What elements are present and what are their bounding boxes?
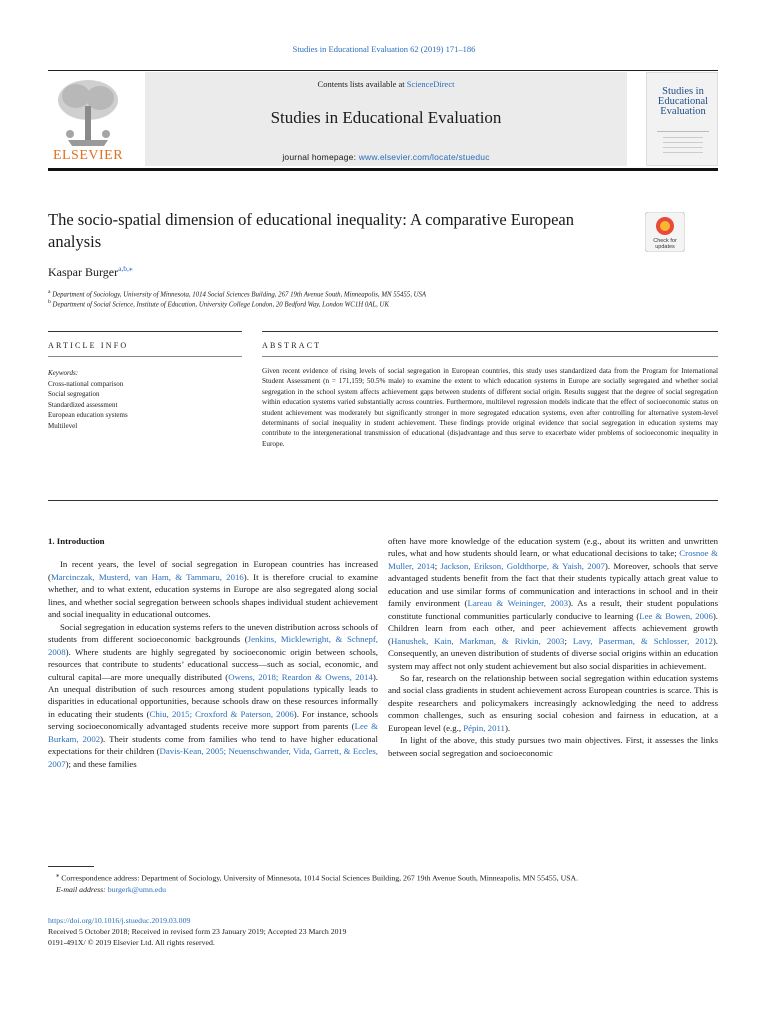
text-run: ). As a result, their student populations constitute functional communities particularly conducive to learning ( (388, 598, 718, 621)
text-run: So far, research on the relationship between social segregation within education systems and social class gradients in student achievement across European countries is scarce. This is despite researchers and policymakers increasingly acknowledging the need to address common challenges, such as ensuring social cohesion and fairness in education, at a European level (e.g., (388, 672, 718, 733)
citation-link[interactable]: Lee & Bowen, 2006 (639, 610, 713, 621)
abstract-heading: ABSTRACT (262, 341, 322, 350)
correspondence-footnote: ⁎ Correspondence address: Department of Sociology, University of Minnesota, 1014 Social Sciences Building, 267 19th Avenue South, Minneapolis, MN 55455, USA. E-mail address: burgerk@umn.edu (56, 872, 579, 894)
cover-decoration (657, 129, 709, 161)
paragraph (388, 535, 718, 672)
text-run: In recent years, the level of social segregation in European countries has increased ( (48, 559, 378, 582)
abstract-sub-rule (262, 356, 718, 357)
citation-link[interactable]: Jackson, Erikson, Goldthorpe, & Yaish, 2007 (440, 560, 605, 571)
footnote-rule (48, 866, 94, 867)
body-right-column (388, 535, 718, 759)
info-sub-rule (48, 356, 242, 357)
text-run: ). Children learn from each other, and peer achievement affects achievement growth ( (388, 610, 718, 646)
abstract-body: Given recent evidence of rising levels of social segregation in European countries, this study uses standardized data from the Program for International Student Assessment (n = 171,159; 50.5% male) to examine the extent to which education systems in Europe are socially segregated and whether social segregation in the school system affects achievement gaps between students of different social origin. Results suggest that the degree of social segregation within education systems varied substantially across countries. Furthermore, multilevel regression models indicate that the effect of socioeconomic status on student achievement was moderately but significantly stronger in more segregated education systems, even after controlling for alternative system-level determinants of social inequality in student achievement. These findings provide original evidence that social segregation in education systems may contribute to the intergenerational transmission of educational (dis)advantage and thus serve to exacerbate wider problems of socioeconomic inequality in Europe. (262, 367, 718, 448)
paragraph (48, 621, 378, 770)
abstract-bottom-rule (48, 500, 718, 501)
text-run: ; (564, 635, 573, 646)
citation-link[interactable]: Marcinczak, Musterd, van Ham, & Tammaru, 2016 (50, 571, 244, 582)
check-for-updates-badge[interactable] (645, 212, 685, 252)
text-run: ); and these families (65, 758, 137, 769)
citation-link[interactable]: Davis-Kean, 2005; Neuenschwander, Vida, Garrett, & Eccles, 2007 (48, 746, 378, 769)
article-history: Received 5 October 2018; Received in revised form 23 January 2019; Accepted 23 March 2019 (48, 927, 347, 936)
abstract-top-rule (262, 331, 718, 332)
email-link[interactable]: burgerk@umn.edu (107, 884, 167, 894)
keyword-item: Social segregation (48, 390, 100, 398)
keyword-item: Standardized assessment (48, 400, 118, 409)
journal-title: Studies in Educational Evaluation (270, 108, 502, 127)
text-run: In light of the above, this study pursues two main objectives. First, it assesses the links between social segregation and socioeconomic (388, 735, 718, 758)
keywords-label: Keywords: (48, 369, 79, 377)
text-run: ). (504, 722, 511, 733)
author-affiliation-marks[interactable]: a,b,⁎ (118, 264, 133, 273)
journal-reference[interactable]: Studies in Educational Evaluation 62 (2019) 171–186 (292, 44, 476, 54)
journal-cover-thumbnail[interactable] (646, 72, 718, 166)
journal-homepage: journal homepage: www.elsevier.com/locate/stueduc (282, 152, 490, 162)
keyword-item: Multilevel (48, 421, 78, 430)
citation-link[interactable]: Owens, 2018; Reardon & Owens, 2014 (228, 671, 373, 682)
body-left-column (48, 535, 378, 770)
article-info-heading: ARTICLE INFO (48, 341, 129, 350)
citation-link[interactable]: Jenkins, Micklewright, & Schnepf, 2008 (48, 634, 378, 657)
affiliation-a: $^a$ Department of Sociology, University of Minnesota, 1014 Social Sciences Building, 267 19th Avenue South, Minneapolis, MN 55455, USA (48, 289, 427, 299)
homepage-link[interactable]: www.elsevier.com/locate/stueduc (358, 152, 490, 162)
text-run: ). Consequently, an uneven distribution of students of diverse social origins within an education system may affect not only student achievement but also social disparities in achievement. (388, 635, 718, 671)
text-run: ). Where students are highly segregated by socioeconomic origin between schools, resources that contribute to students’ educational success—such as social, economic, and cultural capital—are more unequally distributed ( (48, 646, 378, 682)
text-run: ; (434, 560, 441, 571)
text-run: ). Moreover, schools that serve advantaged students benefit from the fact that their students typically attach great value to education and use similar forms of communication and interactions in school and in their family environment ( (388, 560, 718, 609)
paragraph (48, 558, 378, 620)
article-title: The socio-spatial dimension of educational inequality: A comparative European analysis (48, 210, 575, 251)
badge-label: Check for (653, 238, 677, 244)
author-name: Kaspar Burger$^{a,b,⁎}$ (48, 264, 133, 279)
text-run: Social segregation in education systems refers to the uneven distribution across schools of students from different socioeconomic backgrounds ( (48, 621, 378, 645)
affiliation-b: $^b$ Department of Social Science, Institute of Education, University College London, 20 Bedford Way, London WC1H 0AL, UK (48, 299, 390, 309)
paragraph (388, 672, 718, 734)
keyword-item: European education systems (48, 411, 128, 419)
paragraph (388, 734, 718, 759)
citation-link[interactable]: Crosnoe & Muller, 2014 (388, 548, 718, 571)
text-run: ). For instance, schools serving socioeconomically advantaged students receive more support from parents ( (48, 708, 378, 732)
text-run: often have more knowledge of the education system (e.g., about its written and unwritten rules, what and how students should learn, or what educational decisions to take; (388, 536, 718, 559)
citation-link[interactable]: Lavy, Paserman, & Schlosser, 2012 (572, 635, 713, 646)
text-run: ). Their students come from families who tend to have higher educational expectations for their children ( (48, 733, 378, 757)
header-bottom-rule (48, 168, 718, 171)
publisher-name: ELSEVIER (52, 148, 124, 163)
info-top-rule (48, 331, 242, 332)
cover-title: Studies in Educational Evaluation (657, 86, 709, 117)
copyright-line: 0191-491X/ © 2019 Elsevier Ltd. All rights reserved. (48, 938, 215, 947)
keyword-item: Cross-national comparison (48, 379, 124, 388)
text-run: ). It is therefore crucial to examine whether, and to what extent, education systems in Europe are also segregated along social lines, and whether social segregation between schools shapes individual student achievement and social inequality in educational outcomes. (48, 571, 378, 620)
svg-text:updates: updates (655, 244, 675, 250)
sciencedirect-link[interactable]: ScienceDirect (406, 79, 455, 89)
citation-link[interactable]: Hanushek, Kain, Markman, & Rivkin, 2003 (390, 635, 565, 646)
citation-link[interactable]: Chiu, 2015; Croxford & Paterson, 2006 (149, 708, 294, 719)
contents-line: Contents lists available at ScienceDirect (317, 79, 455, 89)
header-top-rule (48, 70, 718, 71)
section-heading: 1. Introduction (48, 536, 105, 546)
doi-link[interactable]: https://doi.org/10.1016/j.stueduc.2019.03.009 (48, 916, 191, 925)
text-run: ). An unequal distribution of such resources among student populations typically leads to disparities in educational opportunities, because schools draw on these resources informally in educating their students ( (48, 671, 378, 719)
citation-link[interactable]: Lareau & Weininger, 2003 (467, 598, 569, 609)
citation-link[interactable]: Lee & Burkam, 2002 (48, 721, 378, 744)
publication-info (48, 915, 718, 948)
citation-link[interactable]: Pépin, 2011 (463, 722, 505, 733)
